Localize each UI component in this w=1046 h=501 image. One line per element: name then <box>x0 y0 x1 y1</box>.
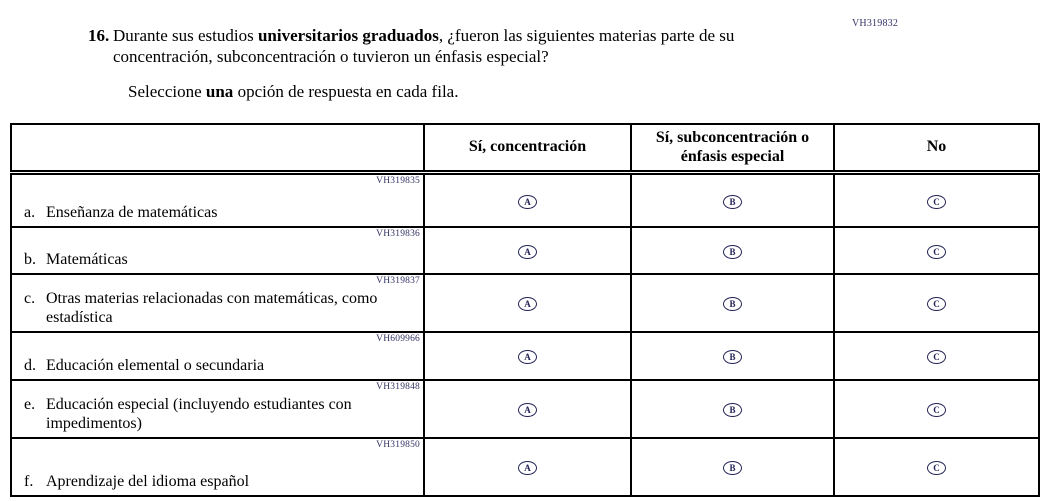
answer-cell <box>834 380 1039 438</box>
row-label-cell <box>11 274 424 332</box>
response-bubble-c[interactable]: C <box>927 245 946 259</box>
row-letter: e. <box>24 395 36 413</box>
header-si-subconcentracion: Sí, subconcentración o énfasis especial <box>631 124 834 173</box>
answer-cell <box>424 274 631 332</box>
row-letter: c. <box>24 289 36 307</box>
row-label-cell <box>11 332 424 380</box>
row-label-cell <box>11 380 424 438</box>
header-si-concentracion: Sí, concentración <box>424 124 631 173</box>
answer-cell <box>424 332 631 380</box>
response-bubble-c[interactable]: C <box>927 297 946 311</box>
response-bubble-a[interactable]: A <box>518 350 537 364</box>
row-label: Educación elemental o secundaria <box>46 356 265 374</box>
row-letter: f. <box>24 472 34 490</box>
response-bubble-c[interactable]: C <box>927 403 946 417</box>
row-label: Aprendizaje del idioma español <box>46 472 250 490</box>
response-bubble-a[interactable]: A <box>518 195 537 209</box>
response-bubble-b[interactable]: B <box>723 350 742 364</box>
answer-cell <box>424 438 631 496</box>
answer-cell <box>834 274 1039 332</box>
response-bubble-b[interactable]: B <box>723 403 742 417</box>
row-accession-code: VH319837 <box>376 276 420 286</box>
answer-cell <box>631 380 834 438</box>
table-row-e <box>11 380 1039 438</box>
question-number: 16. <box>88 26 110 45</box>
response-bubble-c[interactable]: C <box>927 461 946 475</box>
header-row <box>11 124 1039 173</box>
row-letter: a. <box>24 203 36 221</box>
row-label: Enseñanza de matemáticas <box>46 203 218 221</box>
response-bubble-a[interactable]: A <box>518 297 537 311</box>
answer-cell <box>631 274 834 332</box>
answer-cell <box>631 332 834 380</box>
table-row-d <box>11 332 1039 380</box>
answer-cell <box>834 332 1039 380</box>
row-accession-code: VH319836 <box>376 229 420 239</box>
response-bubble-a[interactable]: A <box>518 403 537 417</box>
row-label-cell <box>11 173 424 228</box>
header-no: No <box>834 124 1039 173</box>
answer-cell <box>424 173 631 228</box>
response-bubble-b[interactable]: B <box>723 245 742 259</box>
response-bubble-b[interactable]: B <box>723 195 742 209</box>
response-bubble-b[interactable]: B <box>723 461 742 475</box>
question-text: Durante sus estudios universitarios graduados, ¿fueron las siguientes materias parte de su concentración, subconcentración o tuvieron un énfasis especial? <box>113 26 735 67</box>
row-label: Otras materias relacionadas con matemáticas, como estadística <box>46 289 378 326</box>
row-label: Matemáticas <box>46 250 128 268</box>
question-block <box>88 25 793 102</box>
response-matrix <box>10 123 1040 497</box>
row-accession-code: VH319835 <box>376 176 420 186</box>
answer-cell <box>424 380 631 438</box>
row-label-cell <box>11 227 424 274</box>
table-row-c <box>11 274 1039 332</box>
header-empty-cell <box>11 124 424 173</box>
question-instruction: Seleccione una opción de respuesta en cada fila. <box>128 81 459 101</box>
answer-cell <box>631 438 834 496</box>
response-bubble-c[interactable]: C <box>927 195 946 209</box>
response-bubble-c[interactable]: C <box>927 350 946 364</box>
answer-cell <box>834 227 1039 274</box>
row-accession-code: VH319850 <box>376 440 420 450</box>
answer-cell <box>424 227 631 274</box>
answer-cell <box>834 173 1039 228</box>
row-label: Educación especial (incluyendo estudiantes con impedimentos) <box>46 395 352 432</box>
answer-cell <box>631 227 834 274</box>
answer-cell <box>834 438 1039 496</box>
row-accession-code: VH319848 <box>376 382 420 392</box>
row-letter: b. <box>24 250 36 268</box>
table-row-a <box>11 173 1039 228</box>
row-letter: d. <box>24 356 36 374</box>
row-accession-code: VH609966 <box>376 334 420 344</box>
response-bubble-a[interactable]: A <box>518 461 537 475</box>
row-label-cell <box>11 438 424 496</box>
response-bubble-b[interactable]: B <box>723 297 742 311</box>
accession-code: VH319832 <box>852 18 899 29</box>
table-row-f <box>11 438 1039 496</box>
table-row-b <box>11 227 1039 274</box>
answer-cell <box>631 173 834 228</box>
response-bubble-a[interactable]: A <box>518 245 537 259</box>
